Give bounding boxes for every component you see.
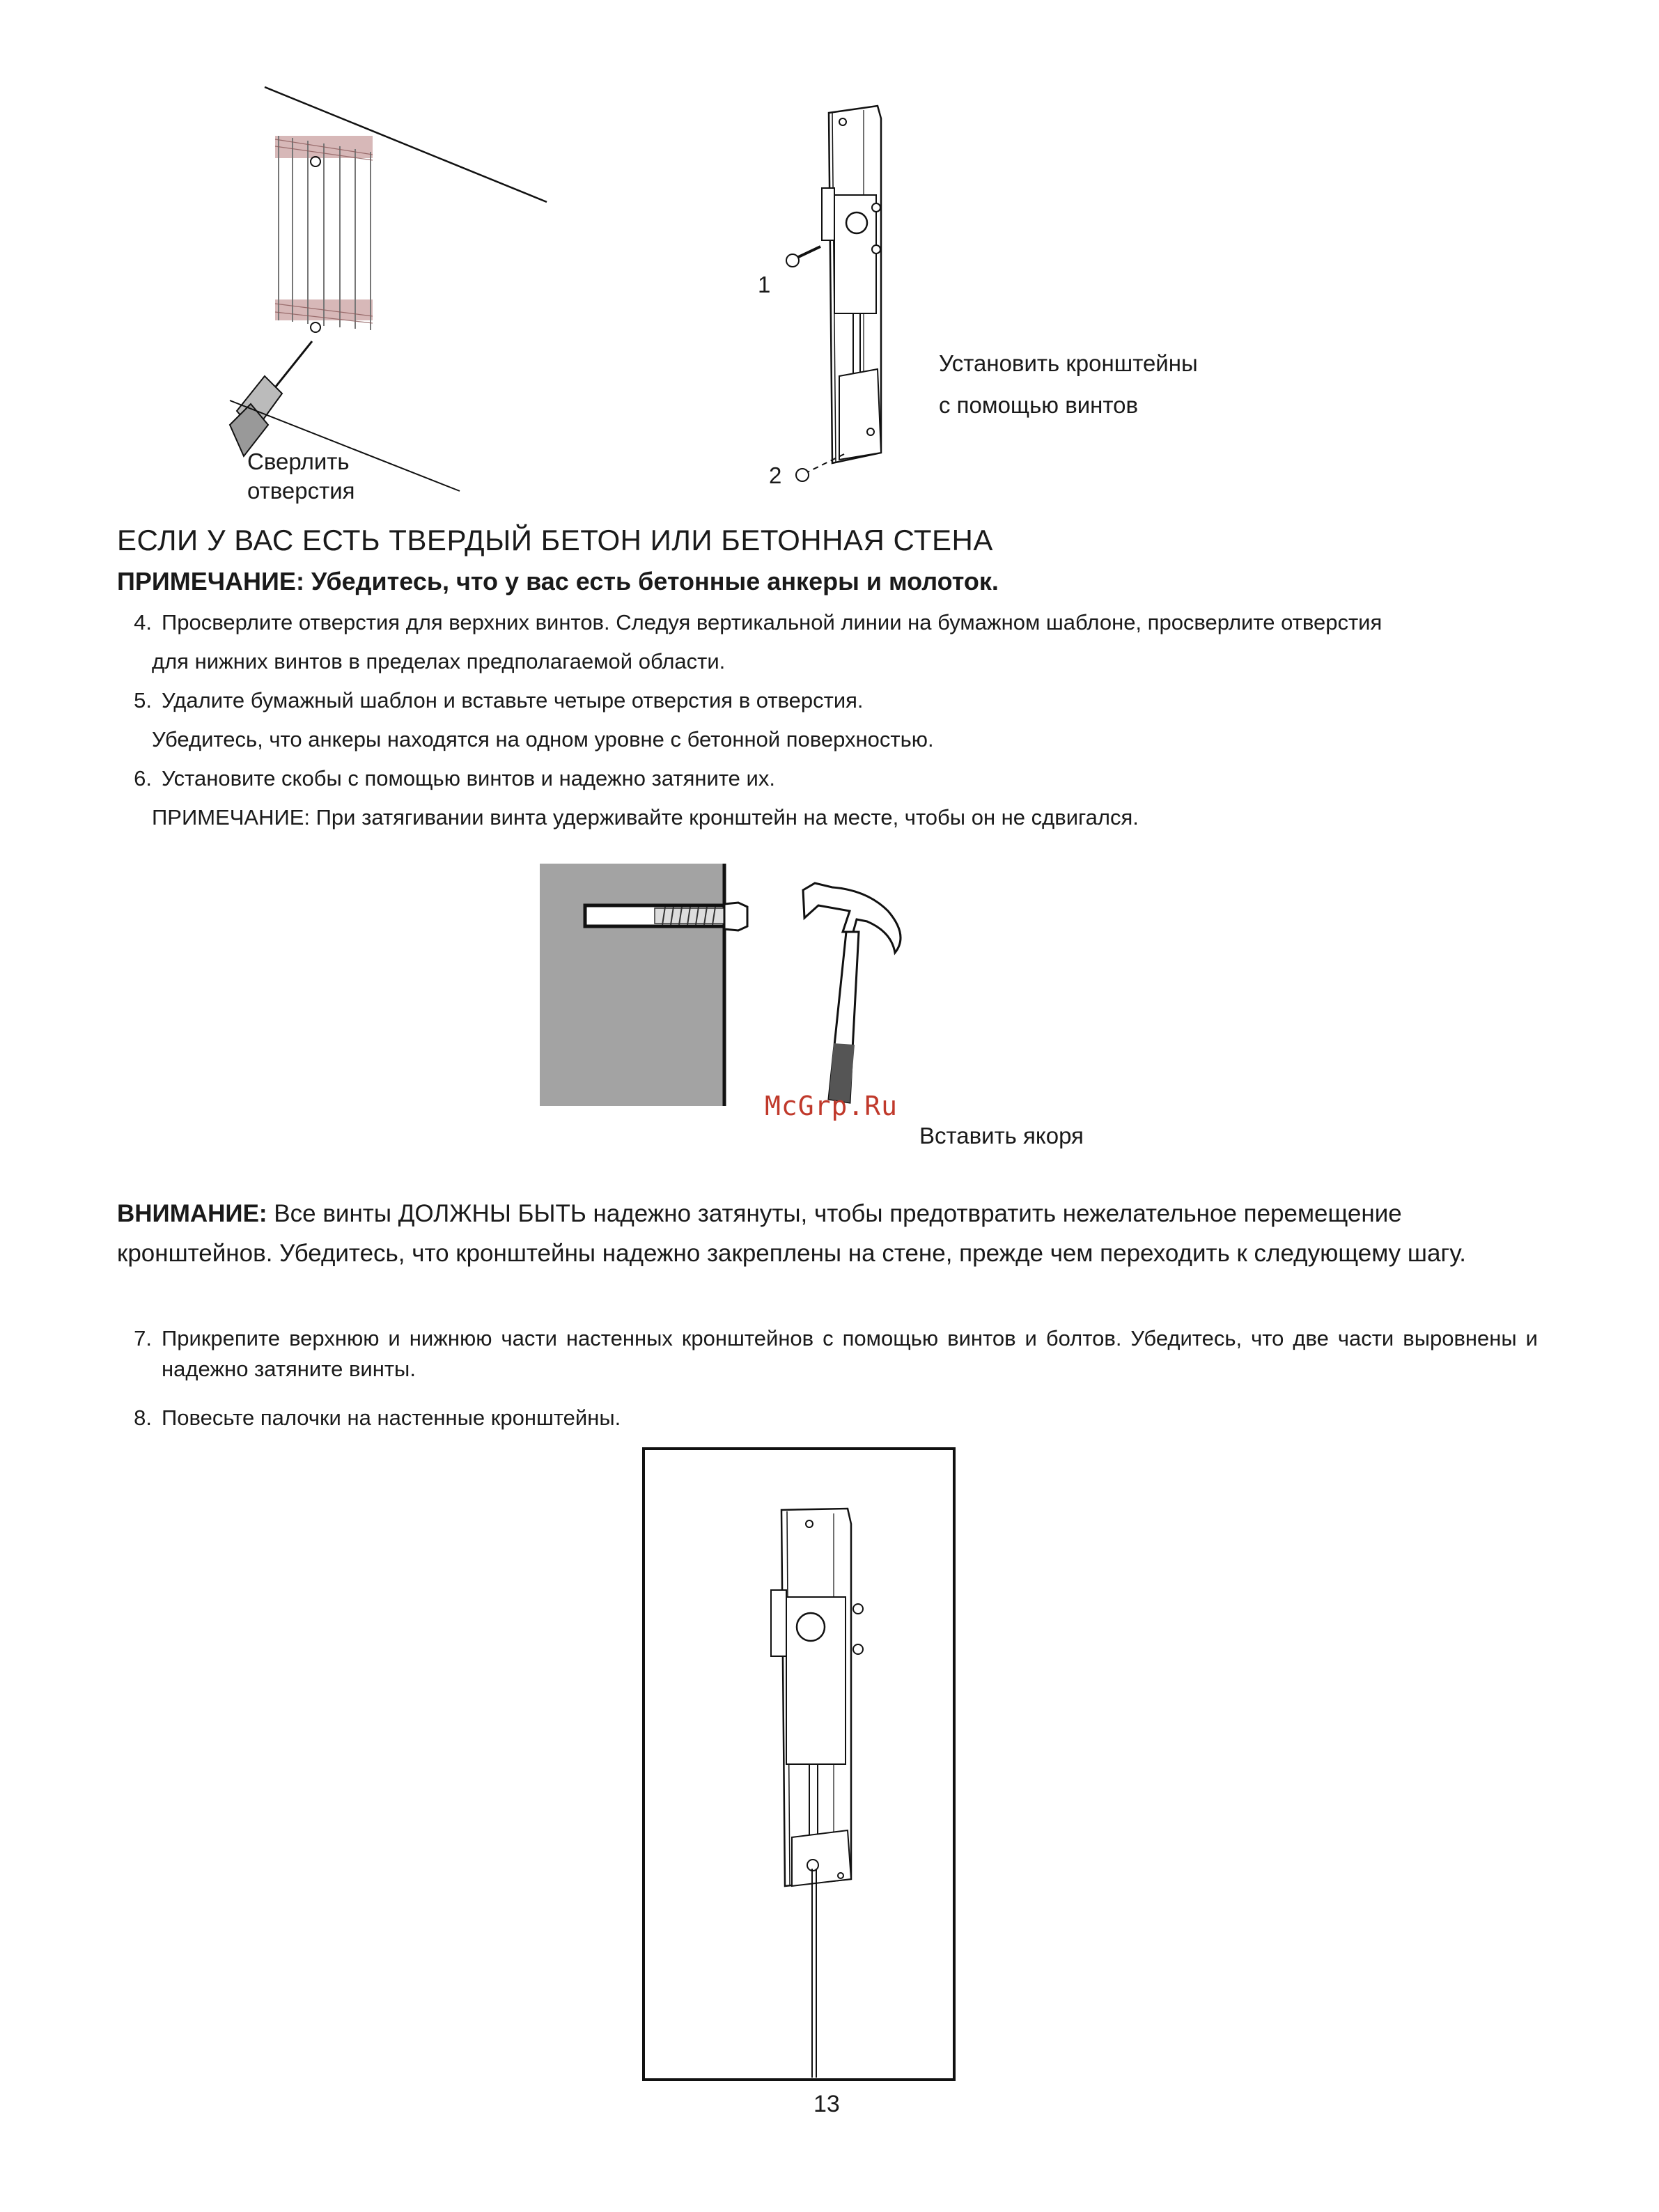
step-number: 6. [134, 766, 152, 790]
warning-text: Все винты ДОЛЖНЫ БЫТЬ надежно затянуты, чтобы предотвратить нежелательное перемещение кронштейнов. Убедитесь, что кронштейны надежно закреплены на стене, прежде чем переходить к следующему шагу. [117, 1200, 1466, 1267]
list-item [117, 603, 1538, 642]
screw-label-2: 2 [769, 462, 782, 488]
bracket-illustration [780, 104, 933, 508]
section-heading: ЕСЛИ У ВАС ЕСТЬ ТВЕРДЫЙ БЕТОН ИЛИ БЕТОННАЯ СТЕНА [117, 524, 993, 556]
drill-caption-line1: Сверлить [247, 449, 350, 474]
warning-label: ВНИМАНИЕ: [117, 1200, 267, 1227]
step-text: Повесьте палочки на настенные кронштейны. [162, 1405, 621, 1430]
warning-paragraph [117, 1194, 1538, 1273]
step-text: Просверлите отверстия для верхних винтов. Следуя вертикальной линии на бумажном шаблоне, просверлите отверстия [162, 610, 1382, 634]
step-text: Установите скобы с помощью винтов и надежно затяните их. [162, 766, 775, 790]
steps-list [117, 603, 1538, 837]
drill-illustration [223, 77, 571, 508]
bracket-caption-line1: Установить кронштейны [939, 350, 1198, 376]
drill-caption-line2: отверстия [247, 478, 355, 504]
list-item [117, 1323, 1538, 1385]
anchor-caption: Вставить якоря [919, 1123, 1084, 1148]
step-number: 4. [134, 610, 152, 634]
step-text-continued: Убедитесь, что анкеры находятся на одном уровне с бетонной поверхностью. [152, 727, 934, 751]
drill-caption [247, 447, 355, 506]
step-number: 5. [134, 688, 152, 712]
list-item [117, 1403, 1538, 1433]
step-text: Удалите бумажный шаблон и вставьте четыре отверстия в отверстия. [162, 688, 864, 712]
step-text: Прикрепите верхнюю и нижнюю части настенных кронштейнов с помощью винтов и болтов. Убедитесь, что две части выровнены и надежно затяните винты. [162, 1326, 1538, 1381]
anchor-hammer-illustration [540, 862, 986, 1107]
steps-list-2 [117, 1323, 1538, 1433]
step-number: 7. [134, 1326, 152, 1350]
page-number: 13 [813, 2091, 840, 2117]
hanging-bracket-illustration [642, 1447, 956, 2081]
step-number: 8. [134, 1405, 152, 1430]
list-item [117, 681, 1538, 720]
list-item [117, 759, 1538, 798]
screw-label-1: 1 [758, 272, 771, 297]
step-text-continued: для нижних винтов в пределах предполагаемой области. [152, 649, 726, 673]
bracket-caption-line2: с помощью винтов [939, 392, 1139, 418]
section-note: ПРИМЕЧАНИЕ: Убедитесь, что у вас есть бетонные анкеры и молоток. [117, 567, 999, 595]
step-text-continued: ПРИМЕЧАНИЕ: При затягивании винта удерживайте кронштейн на месте, чтобы он не сдвигался. [152, 805, 1139, 830]
watermark: McGrp.Ru [765, 1091, 898, 1121]
bracket-caption [939, 343, 1198, 426]
